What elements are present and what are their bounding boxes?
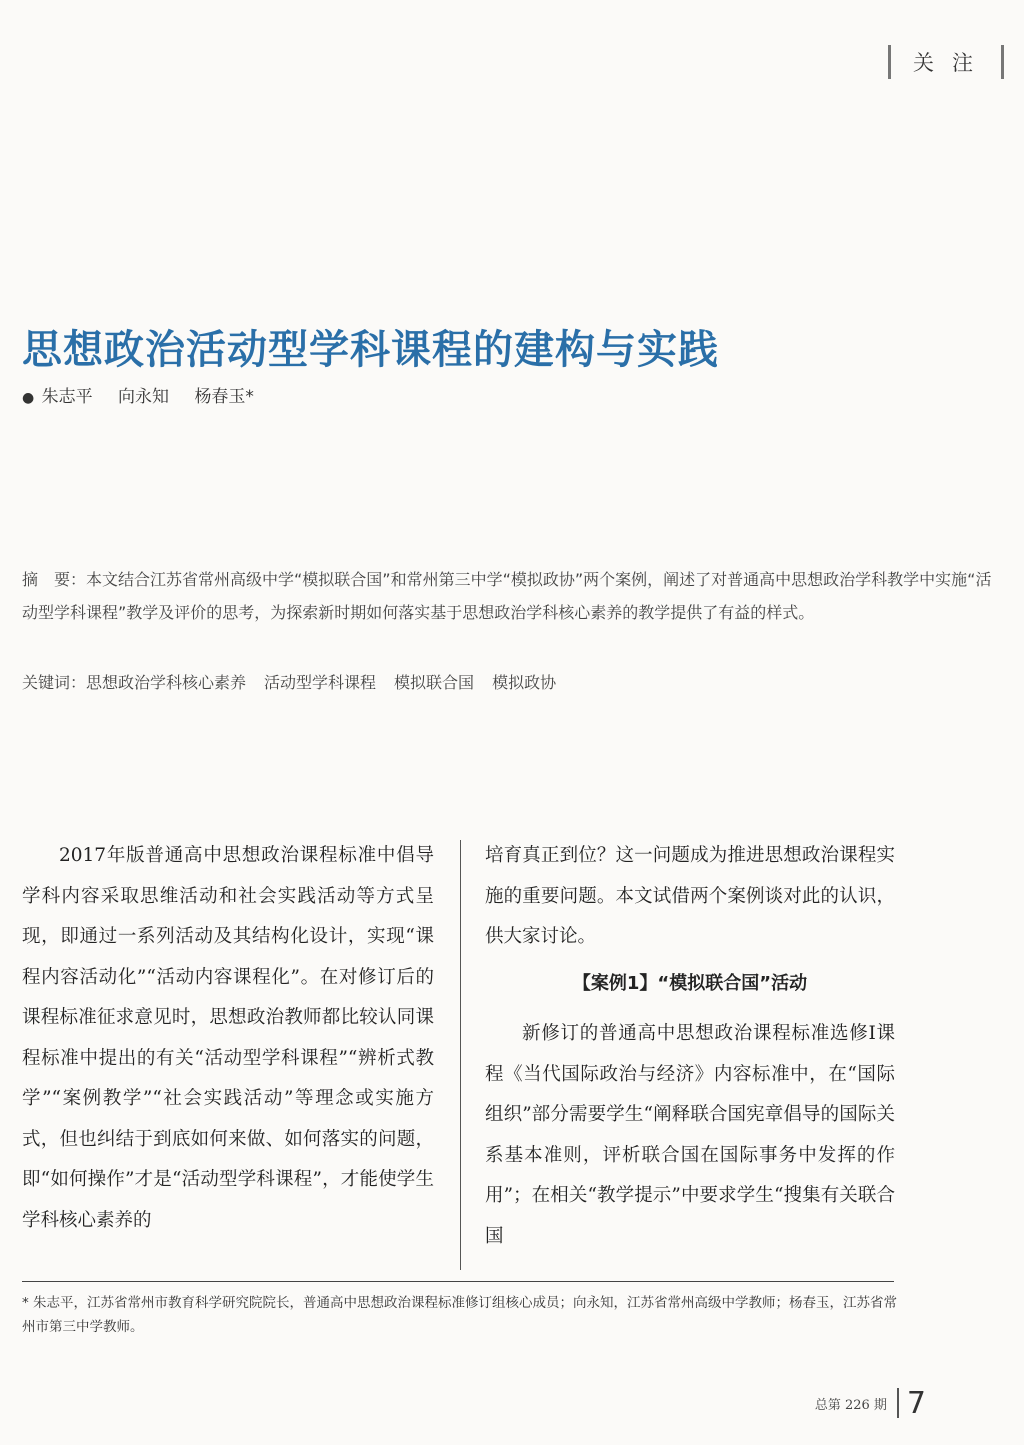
author-line [22, 380, 274, 415]
keyword: 模拟联合国 [394, 673, 475, 692]
footer-bar [897, 1388, 899, 1418]
case-heading: 【案例1】“模拟联合国”活动 [572, 972, 808, 994]
article-title: 思想政治活动型学科课程的建构与实践 [22, 326, 719, 373]
page-header [888, 42, 1004, 82]
author-name: 朱志平 [41, 387, 93, 407]
body-text-left-column: 2017年版普通高中思想政治课程标准中倡导学科内容采取思维活动和社会实践活动等方式呈现，即通过一系列活动及其结构化设计，实现“课程内容活动化”“活动内容课程化”。在对修订后的课程标准征求意见时，思想政治教师都比较认同课程标准中提出的有关“活动型学科课程”“辨析式教学”“案例教学”“社会实践活动”等理念或实施方式，但也纠结于到底如何来做、如何落实的问题，即“如何操作”才是“活动型学科课程”，才能使学生学科核心素养的 [22, 845, 434, 1231]
issue-number: 总第 226 期 [814, 1397, 887, 1413]
page-footer [815, 1383, 926, 1423]
author-name: 杨春玉* [194, 387, 254, 407]
section-label: 关注 [913, 51, 991, 75]
abstract-text: 本文结合江苏省常州高级中学“模拟联合国”和常州第三中学“模拟政协”两个案例，阐述了对普通高中思想政治学科教学中实施“活动型学科课程”教学及评价的思考，为探索新时期如何落实基于思想政治学科核心素养的教学提供了有益的样式。 [22, 570, 992, 622]
body-paragraph: 培育真正到位？这一问题成为推进思想政治课程实施的重要问题。本文试借两个案例谈对此的认识，供大家讨论。 [485, 845, 895, 947]
footnote-divider [22, 1281, 894, 1282]
abstract-label: 摘 要： [22, 570, 87, 589]
bullet-icon: ● [22, 390, 35, 406]
author-name: 向永知 [118, 387, 170, 407]
keyword: 模拟政协 [492, 673, 557, 692]
body-right-column [485, 836, 895, 1257]
author-footnote: * 朱志平，江苏省常州市教育科学研究院院长，普通高中思想政治课程标准修订组核心成员；向永知，江苏省常州高级中学教师；杨春玉，江苏省常州市第三中学教师。 [22, 1295, 898, 1335]
abstract [22, 563, 997, 629]
keywords-label: 关键词： [22, 673, 87, 692]
keywords [22, 666, 997, 699]
header-bar-left [888, 45, 891, 79]
page-number: 7 [906, 1385, 926, 1421]
keyword: 活动型学科课程 [264, 673, 377, 692]
keyword: 思想政治学科核心素养 [86, 673, 247, 692]
header-bar-right [1001, 45, 1004, 79]
column-divider [460, 840, 461, 1270]
body-paragraph: 新修订的普通高中思想政治课程标准选修Ⅰ课程《当代国际政治与经济》内容标准中，在“国际组织”部分需要学生“阐释联合国宪章倡导的国际关系基本准则，评析联合国在国际事务中发挥的作用”；在相关“教学提示”中要求学生“搜集有关联合国 [485, 1023, 895, 1247]
